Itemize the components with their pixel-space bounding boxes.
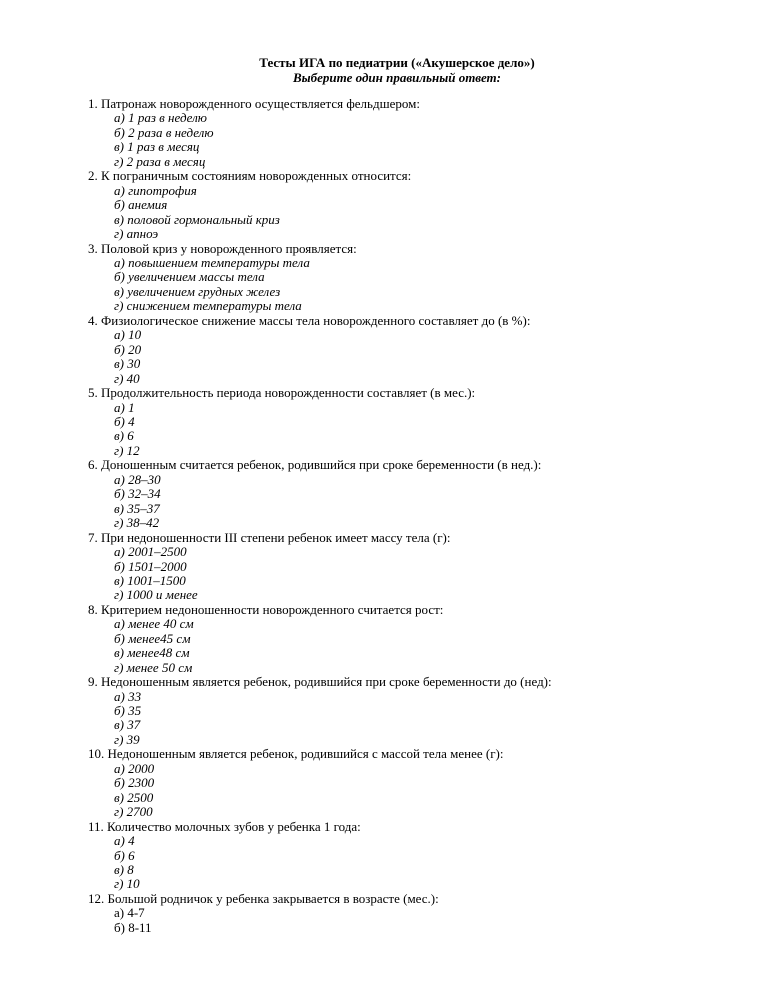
- answer-option: б) анемия: [114, 197, 168, 213]
- answer-list: [88, 401, 728, 459]
- answer-list: [88, 545, 728, 603]
- answer-option: г) апноэ: [114, 226, 159, 242]
- answer-option: б) 8-11: [114, 919, 152, 935]
- answer-list: [88, 690, 728, 748]
- question-item: [88, 747, 728, 819]
- answer-option: в) 2500: [114, 789, 154, 805]
- answer-list: [88, 328, 728, 386]
- answer-option: а) 1 раз в неделю: [114, 110, 207, 126]
- answer-option: г) 39: [114, 731, 140, 747]
- question-text: 10. Недоношенным является ребенок, родившийся с массой тела менее (г):: [88, 746, 504, 762]
- question-text: 11. Количество молочных зубов у ребенка 1 года:: [88, 818, 361, 834]
- question-item: [88, 386, 728, 458]
- answer-option: г) 10: [114, 876, 140, 892]
- answer-option: в) половой гормональный криз: [114, 211, 280, 227]
- question-item: [88, 314, 728, 386]
- question-text: 6. Доношенным считается ребенок, родившийся при сроке беременности (в нед.):: [88, 457, 542, 473]
- answer-list: [88, 111, 728, 169]
- answer-option: а) 28–30: [114, 471, 161, 487]
- answer-option: в) 35–37: [114, 500, 160, 516]
- question-text: 9. Недоношенным является ребенок, родившийся при сроке беременности до (нед):: [88, 674, 552, 690]
- answer-option: б) 32–34: [114, 486, 161, 502]
- document-header: [0, 55, 768, 85]
- answer-option: г) 12: [114, 442, 140, 458]
- answer-option: а) менее 40 см: [114, 616, 194, 632]
- answer-option: а) 2000: [114, 760, 155, 776]
- answer-option: а) 4: [114, 833, 135, 849]
- answer-option: а) повышением температуры тела: [114, 254, 310, 270]
- answer-option: а) 10: [114, 327, 142, 343]
- answer-option: б) 4: [114, 413, 135, 429]
- answer-option: б) 35: [114, 703, 142, 719]
- question-list: [88, 97, 728, 935]
- question-item: [88, 531, 728, 603]
- question-text: 8. Критерием недоношенности новорожденного считается рост:: [88, 601, 444, 617]
- answer-list: [88, 906, 728, 935]
- answer-option: а) 33: [114, 688, 142, 704]
- answer-list: [88, 834, 728, 892]
- answer-option: в) менее48 см: [114, 645, 190, 661]
- question-text: 3. Половой криз у новорожденного проявляется:: [88, 240, 357, 256]
- answer-list: [88, 256, 728, 314]
- answer-option: б) увеличением массы тела: [114, 269, 265, 285]
- answer-option: а) 2001–2500: [114, 544, 187, 560]
- answer-list: [88, 473, 728, 531]
- answer-option: в) 1 раз в месяц: [114, 139, 200, 155]
- question-text: 4. Физиологическое снижение массы тела новорожденного составляет до (в %):: [88, 312, 531, 328]
- question-item: [88, 675, 728, 747]
- answer-option: в) 1001–1500: [114, 572, 186, 588]
- answer-option: в) 37: [114, 717, 141, 733]
- question-item: [88, 242, 728, 314]
- answer-option: г) 40: [114, 370, 140, 386]
- answer-list: [88, 617, 728, 675]
- question-item: [88, 97, 728, 169]
- answer-option: б) менее45 см: [114, 630, 191, 646]
- answer-option: в) увеличением грудных желез: [114, 283, 281, 299]
- answer-option: б) 2 раза в неделю: [114, 124, 214, 140]
- answer-option: г) менее 50 см: [114, 659, 193, 675]
- question-item: [88, 603, 728, 675]
- answer-option: а) гипотрофия: [114, 182, 197, 198]
- answer-option: б) 20: [114, 341, 142, 357]
- document-subtitle: Выберите один правильный ответ:: [292, 70, 501, 85]
- answer-option: б) 2300: [114, 775, 155, 791]
- question-item: [88, 892, 728, 935]
- answer-option: г) 2700: [114, 804, 153, 820]
- answer-option: г) снижением температуры тела: [114, 298, 302, 314]
- answer-option: а) 4-7: [114, 905, 145, 921]
- answer-option: а) 1: [114, 399, 135, 415]
- answer-option: в) 8: [114, 862, 134, 878]
- answer-option: б) 1501–2000: [114, 558, 187, 574]
- question-text: 2. К пограничным состояниям новорожденных относится:: [88, 168, 412, 184]
- question-item: [88, 458, 728, 530]
- answer-option: в) 30: [114, 356, 141, 372]
- answer-option: г) 2 раза в месяц: [114, 153, 206, 169]
- answer-option: б) 6: [114, 847, 135, 863]
- question-text: 12. Большой родничок у ребенка закрывается в возрасте (мес.):: [88, 890, 439, 906]
- question-item: [88, 820, 728, 892]
- question-text: 1. Патронаж новорожденного осуществляется фельдшером:: [88, 96, 420, 111]
- answer-list: [88, 762, 728, 820]
- document-title: Тесты ИГА по педиатрии («Акушерское дело»): [259, 55, 535, 70]
- question-item: [88, 169, 728, 241]
- answer-option: в) 6: [114, 428, 134, 444]
- answer-option: г) 38–42: [114, 515, 160, 531]
- answer-option: г) 1000 и менее: [114, 587, 198, 603]
- question-text: 5. Продолжительность периода новорожденности составляет (в мес.):: [88, 385, 476, 401]
- answer-list: [88, 184, 728, 242]
- question-text: 7. При недоношенности III степени ребенок имеет массу тела (г):: [88, 529, 451, 545]
